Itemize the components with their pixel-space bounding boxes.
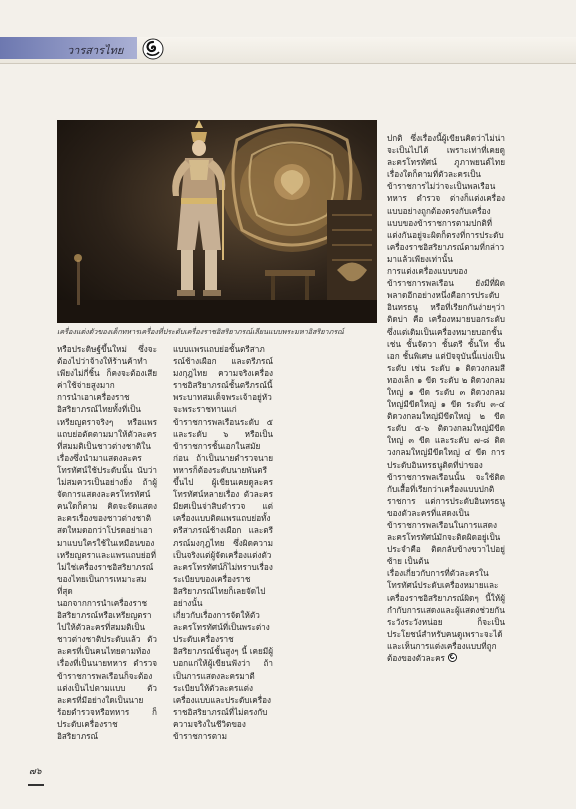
section-title: วารสารไทย — [67, 44, 124, 57]
end-of-article-icon — [448, 653, 457, 662]
article-column-2: แบบแพรแถบย่อชั้นตรีสาภรณ์ช้างเผือก และตรีภรณ์มงกุฎไทย ความจริงเครื่องราชอิสริยาภรณ์ชั้นตรีภรณ์นี้ พระบาทสมเด็จพระเจ้าอยู่หัวจะพระราชทานแก่ข้าราชการพลเรือนระดับ ๕ และระดับ ๖ หรือเป็นข้าราชการชั้นเอกในสมัยก่อน ถ้าเป็นนายตำรวจนายทหารก็ต้องระดับนายพันตรีขึ้นไป ผู้เขียนเคยดูละครโทรทัศน์หลายเรื่อง ตัวละครมียศเป็นจ่าสิบตำรวจ แต่เครื่องแบบติดแพรแถบย่อทั้งตรีสาภรณ์ช้างเผือก และตรีภรณ์มงกุฎไทย ซึ่งผิดความเป็นจริงแต่ผู้จัดเครื่องแต่งตัวละครโทรทัศน์ก็ไม่ทราบเรื่องระเบียบของเครื่องราชอิสริยาภรณ์ไทยก็เลยจัดไปอย่างนั้น เกี่ยวกับเรื่องการจัดให้ตัวละครโทรทัศน์ที่เป็นพระต่างประดับเครื่องราชอิสริยาภรณ์ชั้นสูงๆ นี้ เคยมีผู้บอกแก่ให้ผู้เขียนฟังว่า ถ้าเป็นการแสดงละครมาตี ระเบียบให้ตัวละครแต่งเครื่องแบบและประดับเครื่องราชอิสริยาภรณ์ที่ไม่ตรงกับความจริงในชีวิตของข้าราชการตาม — [173, 344, 273, 741]
stage-performer-image — [57, 120, 377, 323]
article-column-3 — [387, 132, 505, 775]
figure-caption: เครื่องแต่งตัวของเด็กทหารเครื่องที่ประดับเครื่องราชอิสริยาภรณ์เลียนแบบพระมหาอิสริยาภรณ์ — [57, 327, 344, 336]
page-number-rule — [28, 784, 44, 786]
article-column-3-text: ปกติ ซึ่งเรื่องนี้ผู้เขียนคิดว่าไม่น่าจะเป็นไปได้ เพราะเท่าที่เคยดูละครโทรทัศน์ ภูภาพยนต์ไทย เรื่องใดก็ตามที่ตัวละครเป็นข้าราชการไม่ว่าจะเป็นพลเรือน ทหาร ตำรวจ ต่างก็แต่งเครื่องแบบอย่างถูกต้องตรงกับเครื่องแบบของข้าราชการตามปกติที่แต่งกันอยู่จะผิดก็ตรงที่การประดับเครื่องราชอิสริยาภรณ์ตามที่กล่าวมาแล้วเพียงเท่านั้น การแต่งเครื่องแบบของข้าราชการพลเรือน ยังมีที่ผิดพลาดอีกอย่างหนึ่งคือการประดับอินทรธนู หรือที่เรียกกันง่ายๆว่าติดบ่า คือ เครื่องหมายบอกระดับ ซึ่งแต่เดิมเป็นเครื่องหมายบอกชั้น เช่น ชั้นจัตวา ชั้นตรี ชั้นโท ชั้นเอก ชั้นพิเศษ แต่ปัจจุบันนี้แบ่งเป็นระดับ เช่น ระดับ ๑ ติดวงกลมสีทองเล็ก ๑ ขีด ระดับ ๒ ติดวงกลมใหญ่ ๑ ขีด ระดับ ๓ ติดวงกลมใหญ่มีขีดใหญ่ ๑ ขีด ระดับ ๓-๔ ติดวงกลมใหญ่มีขีดใหญ่ ๒ ขีด ระดับ ๕-๖ ติดวงกลมใหญ่มีขีดใหญ่ ๓ ขีด และระดับ ๗-๘ ติดวงกลมใหญ่มีขีดใหญ่ ๔ ขีด การประดับอินทรธนูติดที่บ่าของข้าราชการพลเรือนนั้น จะใช้ติดกับเสื้อที่เรียกว่าเครื่องแบบปกติ ราชการ แต่การประดับอินทรธนูของตัวละครที่แสดงเป็นข้าราชการพลเรือนในการแสดงละครโทรทัศน์มักจะติดผิดอยู่เป็นประจำคือ ติดกลับข้างขวาไปอยู่ซ้าย เป็นต้น เรื่องเกี่ยวกับการที่ตัวละครในโทรทัศน์ประดับเครื่องหมายและเครื่องราชอิสริยาภรณ์ผิดๆ นี้ให้ผู้กำกับการแสดงและผู้แสดงช่วยกันระวังระวังหน่อย ก็จะเป็นประโยชน์สำหรับคนดูเพราะจะได้และเห็นการแต่งเครื่องแบบที่ถูกต้องของตัวละคร — [387, 133, 505, 664]
figure-photo — [57, 120, 377, 323]
spiral-logo-icon — [142, 38, 164, 60]
article-column-1: หรือประดิษฐ์ขึ้นใหม่ ซึ่งจะต้องไปว่าจ้างให้ร้านค้าทำเพียงไม่กี่ชิ้น ก็คงจะต้องเสียค่าใช้จ่ายสูงมาก การนำเอาเครื่องราชอิสริยาภรณ์ไทยทั้งที่เป็นเหรียญตราจริงๆ หรือแพรแถบย่อตัดตามมาให้ตัวละครที่สมมติเป็นชาวต่างชาติในเรื่องซึ่งนำมาแสดงละครโทรทัศน์ใช้ประดับนั้น นับว่าไม่สมควรเป็นอย่างยิ่ง ถ้าผู้จัดการแสดงละครโทรทัศน์คนใดก็ตาม คิดจะจัดแสดงละครเรื่องของชาวต่างชาติสดใหมดอกว่าโปรดอย่าเอามาแบบใครใช้ในเหมือนของเหรียญตราและแพรแถบย่อที่ไม่ใช่เครื่องราชอิสริยาภรณ์ของไทยเป็นการเหมาะสมที่สุด นอกจากการนำเครื่องราชอิสริยาภรณ์หรือเหรียญตรา ไปให้ตัวละครที่สมมติเป็นชาวต่างชาติประดับแล้ว ตัวละครที่เป็นคนไทยตามท้องเรื่องที่เป็นนายทหาร ตำรวจ ข้าราชการพลเรือนก็จะต้องแต่งเป็นไปตามแบบ ตัวละครที่มีอย่างใดเป็นนายร้อยตำรวจหรือทหาร ก็ประดับเครื่องราชอิสริยาภรณ์ — [57, 344, 157, 741]
page-number: ๗๖ — [29, 767, 42, 777]
